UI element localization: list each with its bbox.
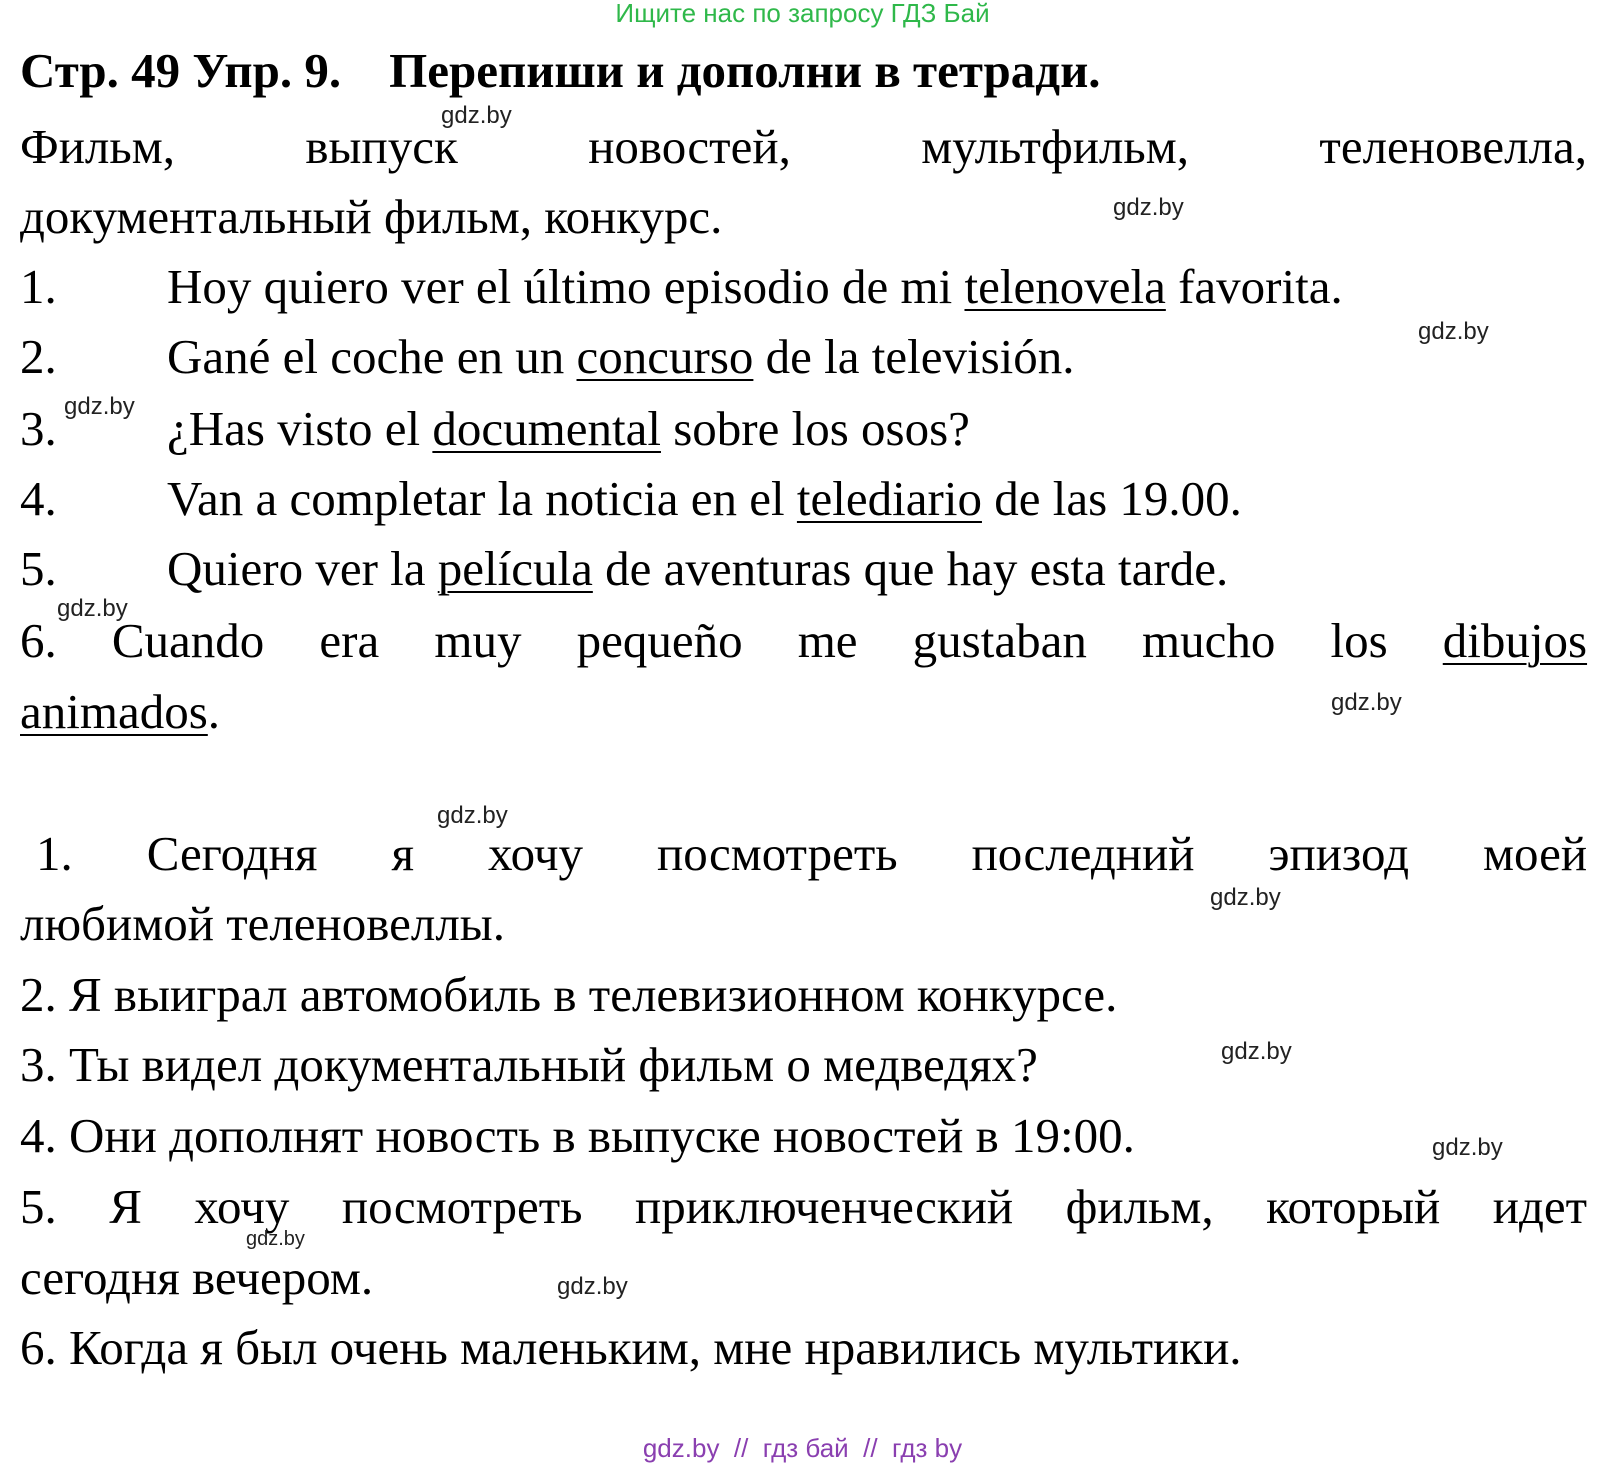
- word: фильм,: [1065, 1179, 1214, 1234]
- word: хочу: [487, 826, 583, 881]
- word: хочу: [194, 1179, 290, 1234]
- word: моей: [1483, 826, 1588, 881]
- word: посмотреть: [341, 1179, 583, 1234]
- exercise-6-line-2: [20, 677, 220, 747]
- exercise-item: [20, 394, 1587, 464]
- word-item: мультфильм,: [921, 119, 1189, 174]
- translation-2: 2. Я выиграл автомобиль в телевизионном конкурсе.: [20, 967, 1118, 1022]
- sentence-end: de aventuras que hay esta tarde.: [592, 541, 1229, 596]
- watermark: gdz.by: [1113, 194, 1184, 221]
- answer-word: telenovela: [964, 259, 1166, 314]
- item-number: 4.: [20, 471, 57, 526]
- exercise-item: [20, 534, 1587, 604]
- word: эпизод: [1268, 826, 1410, 881]
- word: я: [391, 826, 414, 881]
- word-item: новостей,: [588, 119, 791, 174]
- footer-links[interactable]: [0, 1433, 1605, 1464]
- sentence-end: de la televisión.: [753, 329, 1075, 384]
- translation-1-line-2: любимой теленовеллы.: [20, 896, 505, 951]
- exercise-6-line-1: [20, 606, 1587, 676]
- word: который: [1266, 1179, 1441, 1234]
- sentence-start: Van a completar la noticia en el: [167, 471, 797, 526]
- word: Cuando: [111, 613, 265, 668]
- translation-1-line-1: [36, 819, 1587, 889]
- watermark: gdz.by: [1221, 1038, 1292, 1065]
- item-number: 5.: [20, 541, 57, 596]
- watermark: gdz.by: [441, 102, 512, 129]
- word: muy: [434, 613, 522, 668]
- word-item: теленовелла,: [1319, 119, 1587, 174]
- footer-text[interactable]: gdz.by // гдз бай // гдз by: [642, 1433, 963, 1463]
- sentence-start: Quiero ver la: [167, 541, 438, 596]
- sentence-start: Hoy quiero ver el último episodio de mi: [167, 259, 965, 314]
- exercise-item: [20, 252, 1587, 322]
- word-list-line-1: [20, 112, 1587, 182]
- sentence-end: .: [207, 684, 221, 739]
- word: Сегодня: [146, 826, 318, 881]
- exercise-item: [20, 322, 1587, 392]
- answer-word: concurso: [576, 329, 754, 384]
- word: los: [1330, 613, 1388, 668]
- word: Я: [109, 1179, 142, 1234]
- watermark: gdz.by: [557, 1273, 628, 1300]
- word: 5.: [20, 1179, 57, 1234]
- word: era: [319, 613, 380, 668]
- answer-word: documental: [432, 401, 661, 456]
- translation-4: 4. Они дополнят новость в выпуске новостей в 19:00.: [20, 1108, 1135, 1163]
- item-number: 6.: [20, 613, 57, 668]
- translation-3: 3. Ты видел документальный фильм о медведях?: [20, 1037, 1038, 1092]
- watermark: gdz.by: [57, 595, 128, 622]
- sentence-end: favorita.: [1165, 259, 1343, 314]
- word: идет: [1492, 1179, 1588, 1234]
- sentence-start: ¿Has visto el: [167, 401, 433, 456]
- answer-word: animados: [20, 684, 208, 739]
- sentence-end: sobre los osos?: [660, 401, 970, 456]
- top-banner[interactable]: Ищите нас по запросу ГДЗ Бай: [615, 0, 990, 28]
- word-item: Фильм,: [20, 119, 175, 174]
- word: приключенческий: [634, 1179, 1014, 1234]
- watermark: gdz.by: [246, 1228, 305, 1250]
- word-list-line-2: документальный фильм, конкурс.: [20, 189, 723, 244]
- exercise-item: [20, 464, 1587, 534]
- watermark: gdz.by: [1418, 318, 1489, 345]
- answer-word: dibujos: [1442, 613, 1588, 668]
- answer-word: película: [437, 541, 593, 596]
- page-title: [20, 42, 1101, 99]
- word: gustaban: [912, 613, 1087, 668]
- title-instruction: Перепиши и дополни в тетради.: [389, 43, 1101, 98]
- watermark: gdz.by: [437, 802, 508, 829]
- word: посмотреть: [657, 826, 898, 881]
- watermark: gdz.by: [1210, 884, 1281, 911]
- watermark: gdz.by: [1432, 1134, 1503, 1161]
- sentence-end: de las 19.00.: [981, 471, 1242, 526]
- watermark: gdz.by: [64, 393, 135, 420]
- word-item: выпуск: [305, 119, 458, 174]
- item-number: 3.: [20, 401, 57, 456]
- sentence-start: Gané el coche en un: [167, 329, 577, 384]
- watermark: gdz.by: [1331, 689, 1402, 716]
- translation-6: 6. Когда я был очень маленьким, мне нравились мультики.: [20, 1320, 1242, 1375]
- word: последний: [971, 826, 1195, 881]
- item-number: 1.: [20, 259, 57, 314]
- translation-5-line-2: сегодня вечером.: [20, 1250, 374, 1305]
- word: me: [797, 613, 858, 668]
- title-page-ref: Стр. 49 Упр. 9.: [20, 43, 342, 98]
- word: pequeño: [576, 613, 743, 668]
- word: 1.: [36, 826, 73, 881]
- answer-word: telediario: [796, 471, 982, 526]
- item-number: 2.: [20, 329, 57, 384]
- word: mucho: [1141, 613, 1276, 668]
